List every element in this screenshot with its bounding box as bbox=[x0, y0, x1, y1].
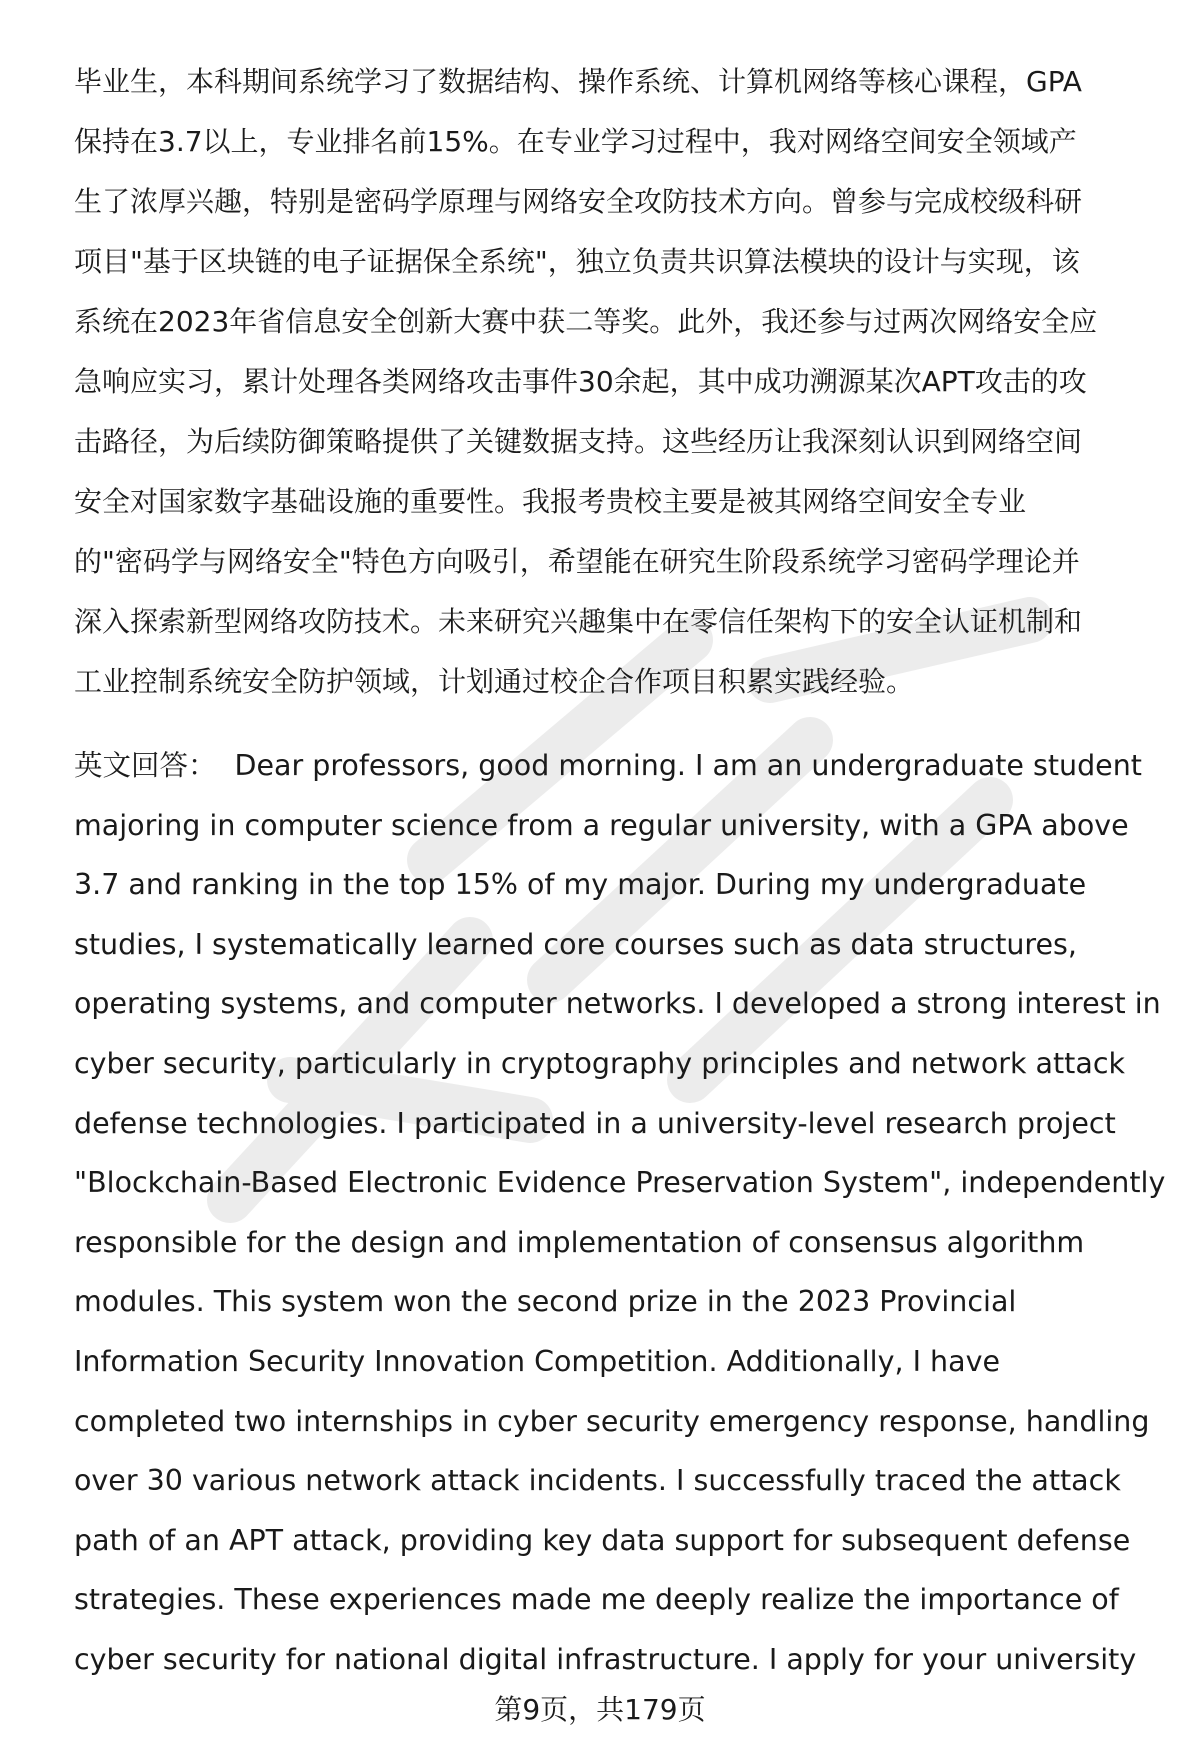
text-line: over 30 various network attack incidents. I successfully traced the attack bbox=[74, 1464, 1121, 1498]
text-line: operating systems, and computer networks. I developed a strong interest in bbox=[74, 987, 1161, 1021]
text-line: 项目"基于区块链的电子证据保全系统"，独立负责共识算法模块的设计与实现，该 bbox=[74, 245, 1080, 278]
english-answer-paragraph bbox=[74, 736, 1164, 1690]
text-line: studies, I systematically learned core courses such as data structures, bbox=[74, 927, 1077, 961]
text-line: 急响应实习，累计处理各类网络攻击事件30余起，其中成功溯源某次APT攻击的攻 bbox=[74, 365, 1087, 398]
text-line: Information Security Innovation Competition. Additionally, I have bbox=[74, 1344, 1000, 1378]
text-line: path of an APT attack, providing key data support for subsequent defense bbox=[74, 1523, 1131, 1557]
chinese-answer-paragraph bbox=[74, 52, 1154, 712]
text-line: 击路径，为后续防御策略提供了关键数据支持。这些经历让我深刻认识到网络空间 bbox=[74, 425, 1083, 458]
text-line: 的"密码学与网络安全"特色方向吸引，希望能在研究生阶段系统学习密码学理论并 bbox=[74, 545, 1080, 578]
text-line: 安全对国家数字基础设施的重要性。我报考贵校主要是被其网络空间安全专业 bbox=[74, 485, 1027, 518]
text-line: "Blockchain-Based Electronic Evidence Preservation System", independently bbox=[74, 1166, 1166, 1200]
text-line: 保持在3.7以上，专业排名前15%。在专业学习过程中，我对网络空间安全领域产 bbox=[74, 125, 1077, 158]
text-line: Dear professors, good morning. I am an undergraduate student bbox=[234, 749, 1142, 782]
text-line: cyber security, particularly in cryptography principles and network attack bbox=[74, 1046, 1125, 1080]
text-line: 系统在2023年省信息安全创新大赛中获二等奖。此外，我还参与过两次网络安全应 bbox=[74, 305, 1098, 338]
text-line: responsible for the design and implementation of consensus algorithm bbox=[74, 1225, 1085, 1259]
text-line: 深入探索新型网络攻防技术。未来研究兴趣集中在零信任架构下的安全认证机制和 bbox=[74, 605, 1083, 638]
text-line: majoring in computer science from a regular university, with a GPA above bbox=[74, 808, 1129, 842]
english-answer-label: 英文回答： bbox=[74, 749, 217, 782]
text-line: 生了浓厚兴趣，特别是密码学原理与网络安全攻防技术方向。曾参与完成校级科研 bbox=[74, 185, 1083, 218]
english-first-line bbox=[74, 736, 1164, 796]
text-line: modules. This system won the second prize in the 2023 Provincial bbox=[74, 1285, 1017, 1319]
text-line: cyber security for national digital infrastructure. I apply for your university bbox=[74, 1642, 1137, 1676]
text-line: strategies. These experiences made me deeply realize the importance of bbox=[74, 1583, 1119, 1617]
text-line: 工业控制系统安全防护领域，计划通过校企合作项目积累实践经验。 bbox=[74, 665, 915, 698]
text-line: 3.7 and ranking in the top 15% of my major. During my undergraduate bbox=[74, 868, 1087, 902]
page-number-footer: 第9页，共179页 bbox=[494, 1693, 706, 1726]
text-line: 毕业生，本科期间系统学习了数据结构、操作系统、计算机网络等核心课程，GPA bbox=[74, 65, 1082, 98]
text-line: defense technologies. I participated in a university-level research project bbox=[74, 1106, 1116, 1140]
text-line: completed two internships in cyber security emergency response, handling bbox=[74, 1404, 1150, 1438]
